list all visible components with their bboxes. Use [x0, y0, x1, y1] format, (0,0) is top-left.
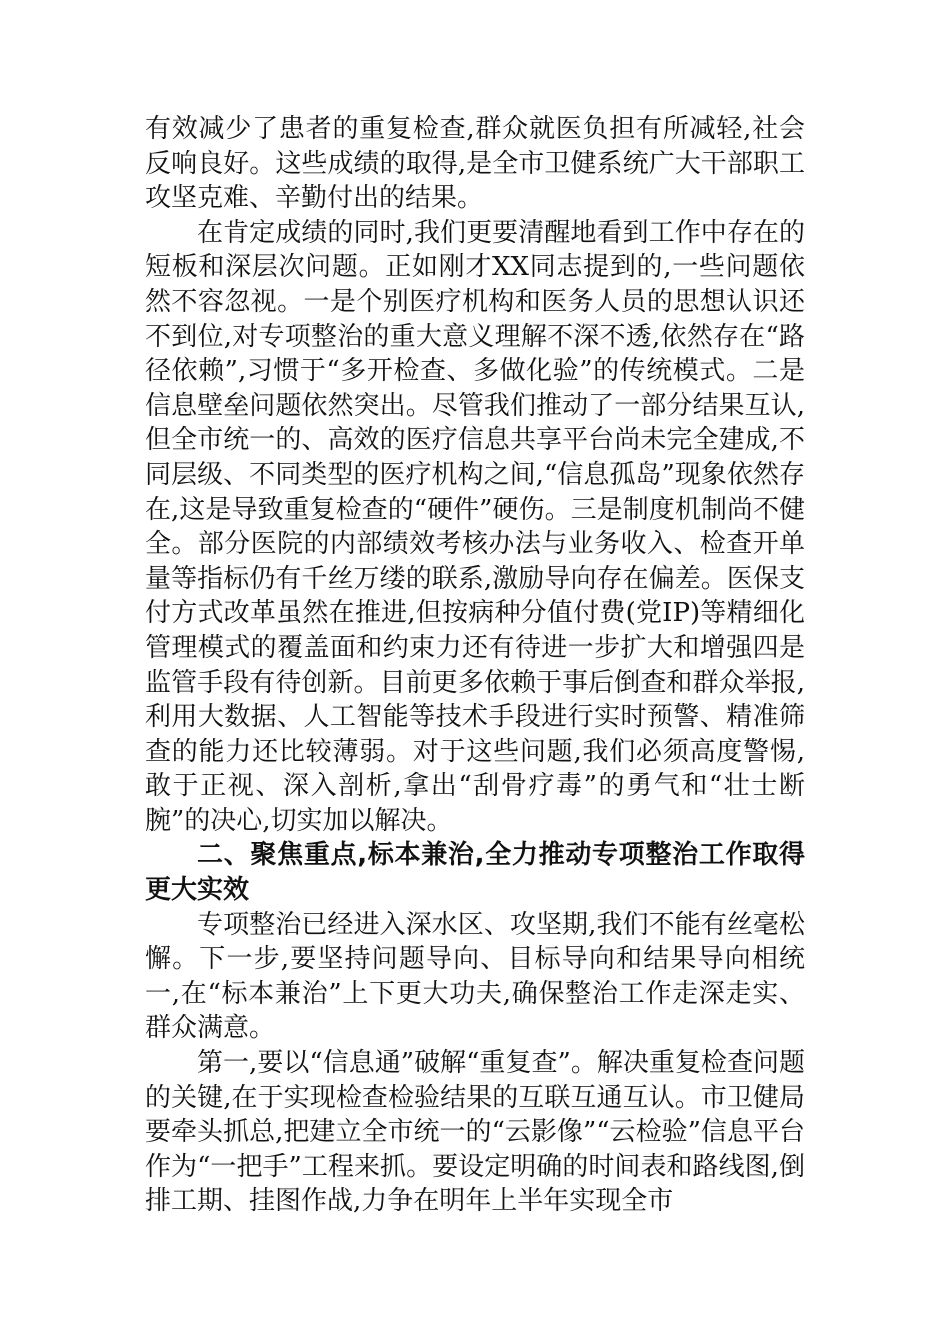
paragraph-next-steps: 专项整治已经进入深水区、攻坚期,我们不能有丝毫松懈。下一步,要坚持问题导向、目标导向和结果导向相统一,在“标本兼治”上下更大功夫,确保整治工作走深走实、群众满意。	[145, 909, 805, 1044]
paragraph-continuation: 有效减少了患者的重复检查,群众就医负担有所减轻,社会反响良好。这些成绩的取得,是全市卫健系统广大干部职工攻坚克难、辛勤付出的结果。	[145, 114, 805, 214]
document-body	[145, 112, 805, 1219]
section-heading: 二、聚焦重点,标本兼治,全力推动专项整治工作取得更大实效	[145, 840, 805, 906]
paragraph-first-measure: 第一,要以“信息通”破解“重复查”。解决重复检查问题的关键,在于实现检查检验结果的互联互通互认。市卫健局要牵头抓总,把建立全市统一的“云影像”“云检验”信息平台作为“一把手”工程来抓。要设定明确的时间表和路线图,倒排工期、挂图作战,力争在明年上半年实现全市	[145, 1048, 805, 1217]
paragraph-problems: 在肯定成绩的同时,我们更要清醒地看到工作中存在的短板和深层次问题。正如刚才XX同志提到的,一些问题依然不容忽视。一是个别医疗机构和医务人员的思想认识还不到位,对专项整治的重大意义理解不深不透,依然存在“路径依赖”,习惯于“多开检查、多做化验”的传统模式。二是信息壁垒问题依然突出。尽管我们推动了一部分结果互认,但全市统一的、高效的医疗信息共享平台尚未完全建成,不同层级、不同类型的医疗机构之间,“信息孤岛”现象依然存在,这是导致重复检查的“硬件”硬伤。三是制度机制尚不健全。部分医院的内部绩效考核办法与业务收入、检查开单量等指标仍有千丝万缕的联系,激励导向存在偏差。医保支付方式改革虽然在推进,但按病种分值付费(党IP)等精细化管理模式的覆盖面和约束力还有待进一步扩大和增强四是监管手段有待创新。目前更多依赖于事后倒查和群众举报,利用大数据、人工智能等技术手段进行实时预警、精准筛查的能力还比较薄弱。对于这些问题,我们必须高度警惕,敢于正视、深入剖析,拿出“刮骨疗毒”的勇气和“壮士断腕”的决心,切实加以解决。	[145, 217, 805, 836]
